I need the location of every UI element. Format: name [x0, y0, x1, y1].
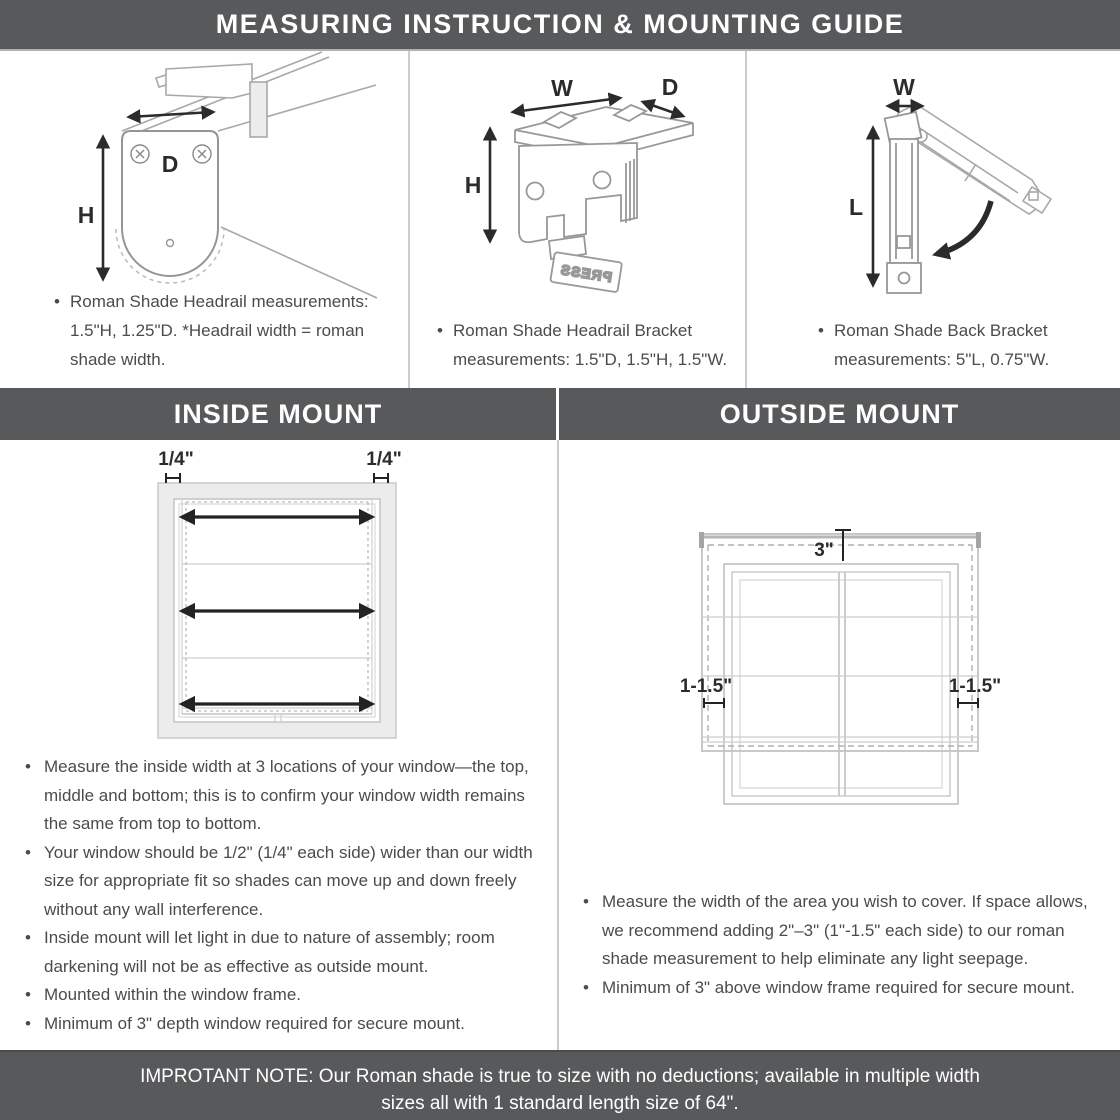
inside-mount-bullets [25, 753, 542, 1038]
left-gap-label: 1/4" [158, 449, 194, 470]
bullet-item: • Mounted within the window frame. [25, 981, 542, 1010]
bullet-item: • Your window should be 1/2" (1/4" each side) wider than our width size for appropriate fit so shades can move up and down freely without any wall interference. [25, 839, 542, 925]
bullet-item: • Measure the width of the area you wish to cover. If space allows, we recommend adding 2"–3" (1"-1.5" each side) to our roman shade measurement to help eliminate any light seepage. [583, 888, 1103, 974]
dim-label-h: H [77, 202, 95, 228]
right-gap-label: 1-1.5" [948, 676, 1002, 697]
headrail-bracket-drawing [409, 51, 746, 311]
inside-mount-title: INSIDE MOUNT [173, 398, 383, 429]
press-label: PRESS [558, 261, 614, 286]
bullet-item: • Minimum of 3" depth window required for secure mount. [25, 1010, 542, 1039]
panel-headrail-bracket [409, 51, 746, 388]
depth-arrow [643, 102, 683, 116]
outside-mount-title: OUTSIDE MOUNT [719, 398, 960, 429]
headrail-drawing [0, 51, 409, 311]
back-bracket-drawing [746, 51, 1120, 311]
dim-label-d: D [661, 74, 679, 100]
footer-bar [0, 1050, 1120, 1120]
outside-mount-diagram [558, 520, 1120, 855]
back-bracket-caption: • Roman Shade Back Bracket measurements: 5"L, 0.75"W. [818, 316, 1090, 374]
outside-mount-bullets [583, 888, 1103, 1002]
inside-mount-diagram [0, 440, 557, 750]
inside-mount-header [0, 388, 556, 440]
rotation-arrow [937, 201, 991, 254]
header-bar [0, 0, 1120, 51]
dim-label-w: W [551, 75, 573, 101]
headrail-bracket-caption: • Roman Shade Headrail Bracket measurements: 1.5"D, 1.5"H, 1.5"W. [437, 316, 753, 374]
dim-label-w: W [893, 74, 915, 100]
bullet-item: • Inside mount will let light in due to nature of assembly; room darkening will not be as effective as outside mount. [25, 924, 542, 981]
right-gap-label: 1/4" [366, 449, 402, 470]
top-gap-label: 3" [814, 540, 834, 561]
panel-headrail [0, 51, 409, 388]
headrail-caption: • Roman Shade Headrail measurements: 1.5"H, 1.25"D. *Headrail width = roman shade width. [54, 287, 388, 374]
bullet-item: • Minimum of 3" above window frame required for secure mount. [583, 974, 1103, 1003]
dim-label-l: L [848, 194, 864, 220]
footer-note: IMPROTANT NOTE: Our Roman shade is true to size with no deductions; available in multiple width sizes all with 1 standard length size of 64". [140, 1066, 980, 1114]
dim-label-d: D [161, 151, 179, 177]
panel-back-bracket [746, 51, 1120, 388]
bullet-item: • Measure the inside width at 3 locations of your window—the top, middle and bottom; this is to confirm your window width remains the same from top to bottom. [25, 753, 542, 839]
depth-arrow [129, 112, 213, 117]
outside-mount-header [559, 388, 1120, 440]
dim-label-h: H [464, 172, 482, 198]
page-title: MEASURING INSTRUCTION & MOUNTING GUIDE [215, 9, 905, 39]
left-gap-label: 1-1.5" [679, 676, 733, 697]
